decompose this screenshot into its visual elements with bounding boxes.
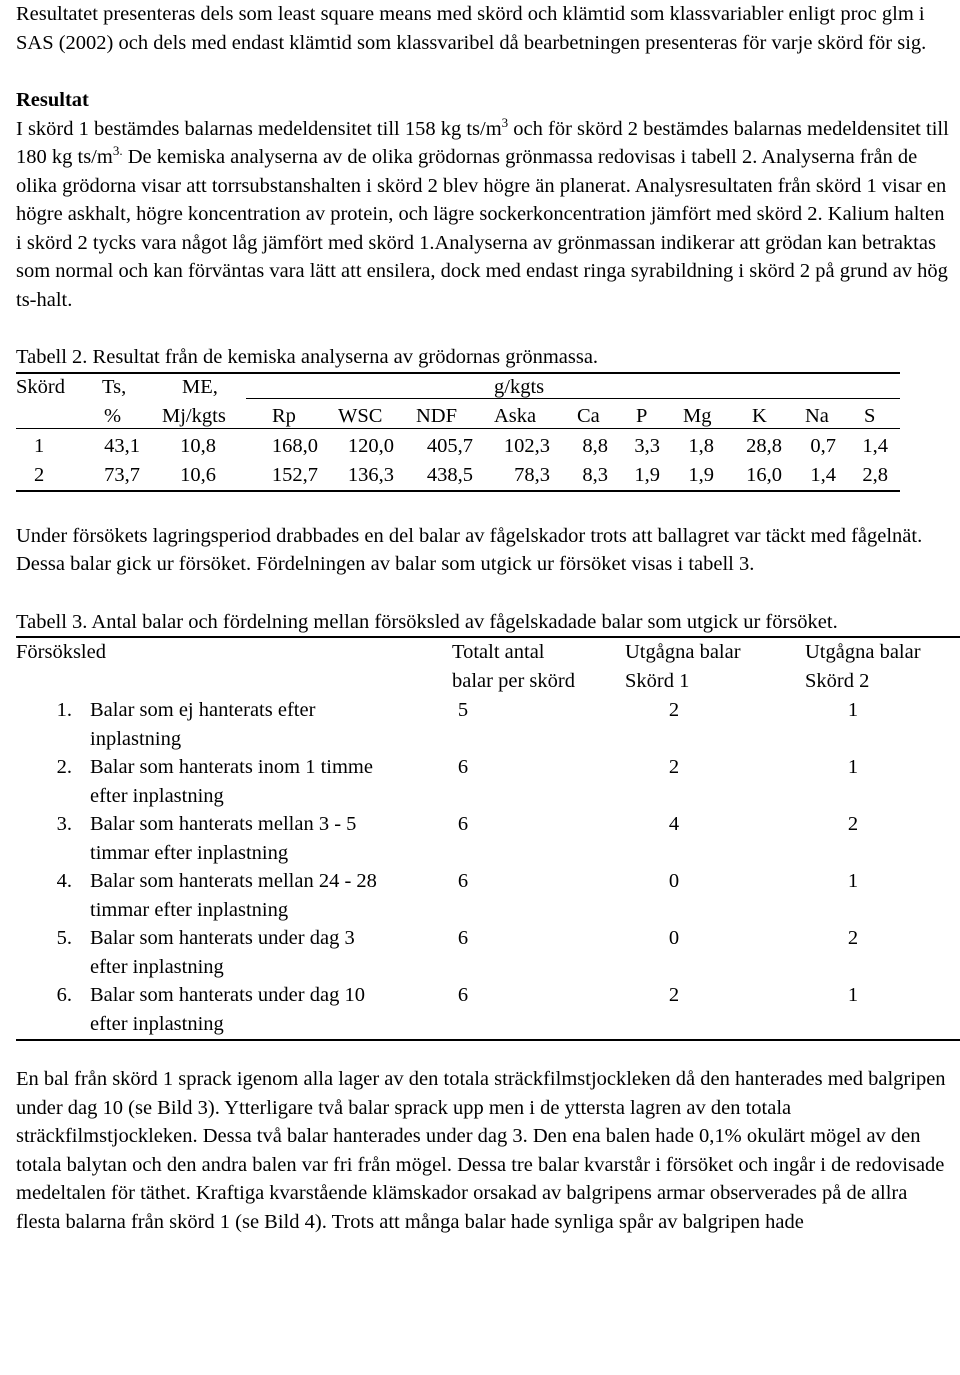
table2-cell: 102,3 xyxy=(503,434,550,457)
table3-row-skord2: 2 xyxy=(847,927,859,949)
table3-row-total: 5 xyxy=(457,699,469,721)
table2-header-rp: Rp xyxy=(272,404,296,427)
table2-cell: 0,7 xyxy=(810,434,836,457)
table2-cell: 73,7 xyxy=(104,463,140,486)
table3-row-description: Balar som hanterats inom 1 timme efter inplastning xyxy=(90,756,373,807)
table3-row-total: 6 xyxy=(457,870,469,892)
table3 xyxy=(16,636,960,1056)
table3-row-number: 4. xyxy=(56,870,72,892)
table2-caption: Tabell 2. Resultat från de kemiska analyserna av grödornas grönmassa. xyxy=(16,346,599,368)
table2-cell: 43,1 xyxy=(104,434,140,457)
table2-cell: 10,6 xyxy=(180,463,216,486)
table3-row-total: 6 xyxy=(457,813,469,835)
table3-row-description: Balar som hanterats under dag 10 efter inplastning xyxy=(90,984,365,1035)
table3-row-description: Balar som hanterats under dag 3 efter inplastning xyxy=(90,927,355,978)
table2-group-rule xyxy=(246,398,900,399)
table2-cell: 1,8 xyxy=(688,434,714,457)
table3-row-total: 6 xyxy=(457,927,469,949)
table3-row-skord2: 1 xyxy=(847,870,859,892)
results-heading: Resultat xyxy=(16,89,89,111)
table2-cell: 136,3 xyxy=(347,463,394,486)
superscript-3-dot: 3. xyxy=(112,143,123,159)
table2-cell: 152,7 xyxy=(271,463,318,486)
table2-cell: 2,8 xyxy=(862,463,888,486)
table3-header-skord1-2: Skörd 1 xyxy=(625,670,690,692)
table2-cell: 78,3 xyxy=(514,463,550,486)
table2-cell: 3,3 xyxy=(634,434,660,457)
table2-header-mg: Mg xyxy=(683,404,712,427)
table3-row-total: 6 xyxy=(457,984,469,1006)
table2-cell: 8,3 xyxy=(582,463,608,486)
table2-header-skord: Skörd xyxy=(16,375,65,398)
results-text-3: De kemiska analyserna av de olika grödornas grönmassa redovisas i tabell 2. Analyserna från de olika grödorna visar att torrsubstanshalten i skörd 2 blev högre än planerat. Analysresultaten från skörd 1 visar en högre askhalt, högre koncentration av protein, och lägre sockerkoncentration jämfört med skörd 2. Kalium halten i skörd 2 tycks vara något låg jämfört med skörd 1.Analyserna av grönmassan indikerar att grödan kan betraktas som normal och kan förväntas vara lätt att ensilera, dock med endast ringa syrabildning i skörd 2 på grund av hög ts-halt. xyxy=(16,146,948,311)
table2-cell: 1,9 xyxy=(688,463,714,486)
table3-row-skord1: 2 xyxy=(668,699,680,721)
table2-cell: 8,8 xyxy=(582,434,608,457)
table3-row-number: 5. xyxy=(56,927,72,949)
table2-cell: 168,0 xyxy=(271,434,318,457)
table3-header-skord1-1: Utgågna balar xyxy=(625,641,741,663)
table3-row-skord1: 0 xyxy=(668,927,680,949)
table2 xyxy=(16,372,900,492)
middle-paragraph: Under försökets lagringsperiod drabbades en del balar av fågelskador trots att ballagret var täckt med fågelnät. Dessa balar gick ur försöket. Fördelningen av balar som utgick ur försöket visas i tabell 3. xyxy=(16,524,923,575)
table3-header-forsoksled: Försöksled xyxy=(16,641,106,663)
table2-cell: 1,4 xyxy=(862,434,888,457)
results-text-1: I skörd 1 bestämdes balarnas medeldensitet till 158 kg ts/m xyxy=(16,117,502,140)
table2-header-wsc: WSC xyxy=(338,404,383,427)
table2-header-rule xyxy=(16,428,900,429)
table2-header-ts: Ts, xyxy=(102,375,127,398)
table2-header-aska: Aska xyxy=(494,404,537,427)
table2-header-ca: Ca xyxy=(577,404,600,427)
intro-paragraph: Resultatet presenteras dels som least square means med skörd och klämtid som klassvariabler enligt proc glm i SAS (2002) och dels med endast klämtid som klassvaribel då bearbetningen presenteras för varje skörd för sig. xyxy=(16,3,927,54)
table2-header-k: K xyxy=(752,404,767,427)
table3-row-total: 6 xyxy=(457,756,469,778)
table2-cell: 438,5 xyxy=(426,463,473,486)
table2-header-p: P xyxy=(636,404,648,427)
table2-header-gkgts: g/kgts xyxy=(494,375,545,398)
table3-header-total-2: balar per skörd xyxy=(452,670,575,692)
table2-header-na: Na xyxy=(805,404,829,427)
table3-row-skord2: 2 xyxy=(847,813,859,835)
table2-top-rule xyxy=(16,372,900,374)
table2-cell: 10,8 xyxy=(180,434,216,457)
final-paragraph: En bal från skörd 1 sprack igenom alla lager av den totala sträckfilmstjockleken då den hanterades med balgripen under dag 10 (se Bild 3). Ytterligare två balar sprack upp men i de yttersta lagren av den totala sträckfilmstjockleken. Dessa två balar hanterades under dag 3. Den ena balen hade 0,1% okulärt mögel av den totala balytan och den andra balen var fri från mögel. Dessa tre balar kvarstår i försöket och ingår i de redovisade medeltalen för täthet. Kraftiga kvarstående klämskador orsakad av balgripens armar observerades på de allra flesta balarna från skörd 1 (se Bild 4). Trots att många balar hade synliga spår av balgripen hade xyxy=(16,1068,946,1233)
table3-row-skord1: 0 xyxy=(668,870,680,892)
document-page xyxy=(16,0,950,1236)
table3-row-number: 1. xyxy=(56,699,72,721)
table2-cell: 2 xyxy=(34,463,45,486)
superscript-3: 3 xyxy=(501,114,509,130)
table3-row-number: 3. xyxy=(56,813,72,835)
table3-row-skord2: 1 xyxy=(847,756,859,778)
results-text-2: och för skörd 2 bestämdes balarnas medeldensitet till 180 kg ts/m xyxy=(16,117,949,168)
table3-bottom-rule xyxy=(16,1039,960,1041)
table3-row-number: 2. xyxy=(56,756,72,778)
table2-header-me: ME, xyxy=(182,375,218,398)
table2-header-mjkgts: Mj/kgts xyxy=(162,404,226,427)
table3-caption: Tabell 3. Antal balar och fördelning mellan försöksled av fågelskadade balar som utgick ur försöket. xyxy=(16,610,838,633)
table2-cell: 1,9 xyxy=(634,463,660,486)
table2-bottom-rule xyxy=(16,490,900,492)
table3-row-skord2: 1 xyxy=(847,984,859,1006)
table2-header-s: S xyxy=(864,404,876,427)
table2-header-ndf: NDF xyxy=(416,404,458,427)
table3-row-number: 6. xyxy=(56,984,72,1006)
table2-cell: 120,0 xyxy=(347,434,394,457)
table3-row-description: Balar som hanterats mellan 3 - 5 timmar efter inplastning xyxy=(90,813,357,864)
table2-header-percent: % xyxy=(104,404,122,427)
table3-row-description: Balar som ej hanterats efter inplastning xyxy=(90,699,316,750)
table3-row-description: Balar som hanterats mellan 24 - 28 timmar efter inplastning xyxy=(90,870,377,921)
results-paragraph xyxy=(16,115,950,315)
table3-row-skord2: 1 xyxy=(847,699,859,721)
table3-header-skord2-2: Skörd 2 xyxy=(805,670,870,692)
table2-cell: 1 xyxy=(34,434,45,457)
table3-row-skord1: 4 xyxy=(668,813,680,835)
table2-cell: 1,4 xyxy=(810,463,836,486)
table3-header-total-1: Totalt antal xyxy=(452,641,545,663)
table2-cell: 16,0 xyxy=(746,463,782,486)
table3-header-skord2-1: Utgågna balar xyxy=(805,641,921,663)
table2-cell: 405,7 xyxy=(426,434,473,457)
table3-row-skord1: 2 xyxy=(668,756,680,778)
table3-row-skord1: 2 xyxy=(668,984,680,1006)
table2-cell: 28,8 xyxy=(746,434,782,457)
